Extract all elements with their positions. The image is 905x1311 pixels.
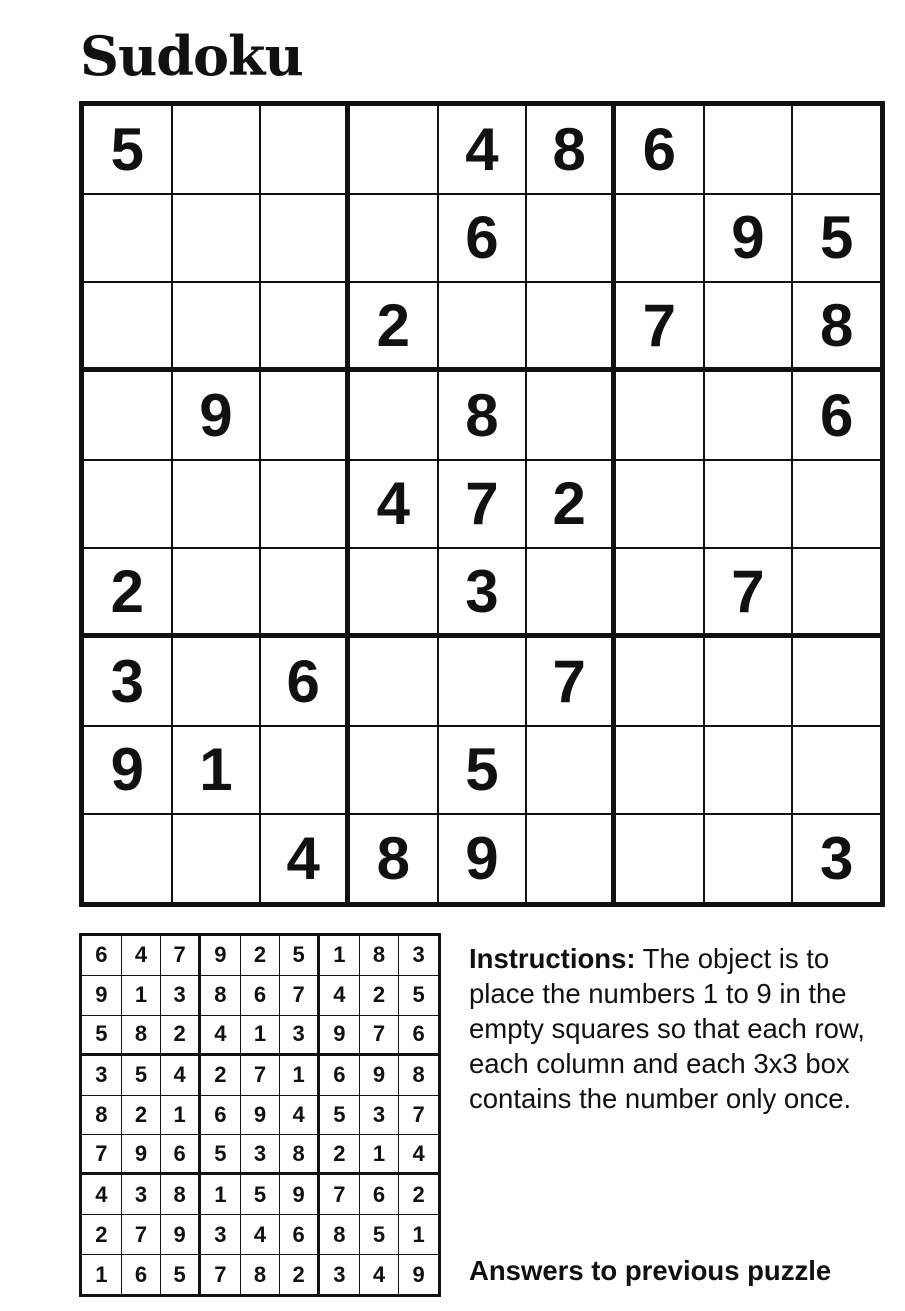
page-title: Sudoku bbox=[80, 24, 303, 88]
puzzle-cell-empty[interactable] bbox=[439, 283, 526, 367]
answer-cell-given: 7 bbox=[241, 1056, 280, 1095]
answer-cell-given: 2 bbox=[399, 1175, 438, 1214]
puzzle-cell-empty[interactable] bbox=[705, 106, 792, 193]
puzzle-cell-empty[interactable] bbox=[439, 638, 526, 725]
puzzle-cell-empty[interactable] bbox=[616, 549, 703, 633]
puzzle-cell-empty[interactable] bbox=[84, 195, 171, 282]
answer-cell-given: 3 bbox=[122, 1175, 161, 1214]
puzzle-cell-empty[interactable] bbox=[793, 106, 880, 193]
answer-cell-given: 8 bbox=[280, 1135, 317, 1172]
answer-cell-given: 4 bbox=[360, 1255, 399, 1294]
puzzle-cell-given: 7 bbox=[439, 461, 526, 548]
puzzle-cell-empty[interactable] bbox=[261, 106, 345, 193]
answer-cell-given: 7 bbox=[201, 1255, 240, 1294]
answer-cell-given: 5 bbox=[122, 1056, 161, 1095]
answer-cell-given: 7 bbox=[360, 1016, 399, 1053]
puzzle-cell-empty[interactable] bbox=[793, 638, 880, 725]
answer-cell-given: 8 bbox=[399, 1056, 438, 1095]
puzzle-cell-empty[interactable] bbox=[527, 283, 611, 367]
answer-cell-given: 1 bbox=[122, 976, 161, 1015]
puzzle-cell-empty[interactable] bbox=[705, 461, 792, 548]
sudoku-puzzle-board bbox=[79, 101, 885, 907]
answer-cell-given: 1 bbox=[399, 1215, 438, 1254]
puzzle-cell-given: 4 bbox=[350, 461, 437, 548]
puzzle-cell-given: 5 bbox=[793, 195, 880, 282]
answer-cell-given: 4 bbox=[161, 1056, 198, 1095]
answer-cell-given: 6 bbox=[399, 1016, 438, 1053]
answer-cell-given: 9 bbox=[399, 1255, 438, 1294]
answer-cell-given: 6 bbox=[82, 936, 121, 975]
answer-cell-given: 6 bbox=[161, 1135, 198, 1172]
puzzle-cell-given: 6 bbox=[439, 195, 526, 282]
answer-cell-given: 4 bbox=[82, 1175, 121, 1214]
puzzle-cell-given: 8 bbox=[350, 815, 437, 902]
answer-cell-given: 2 bbox=[320, 1135, 359, 1172]
answer-cell-given: 2 bbox=[241, 936, 280, 975]
answer-cell-given: 6 bbox=[122, 1255, 161, 1294]
puzzle-cell-empty[interactable] bbox=[616, 195, 703, 282]
puzzle-cell-given: 2 bbox=[350, 283, 437, 367]
answers-grid bbox=[82, 936, 438, 1294]
puzzle-cell-given: 3 bbox=[793, 815, 880, 902]
answer-cell-given: 5 bbox=[201, 1135, 240, 1172]
puzzle-cell-given: 6 bbox=[616, 106, 703, 193]
answer-cell-given: 3 bbox=[82, 1056, 121, 1095]
answer-cell-given: 3 bbox=[360, 1096, 399, 1135]
answer-cell-given: 1 bbox=[201, 1175, 240, 1214]
answer-cell-given: 8 bbox=[201, 976, 240, 1015]
answer-cell-given: 3 bbox=[241, 1135, 280, 1172]
puzzle-cell-empty[interactable] bbox=[261, 549, 345, 633]
puzzle-cell-given: 8 bbox=[527, 106, 611, 193]
puzzle-cell-given: 2 bbox=[84, 549, 171, 633]
puzzle-cell-given: 3 bbox=[84, 638, 171, 725]
answer-cell-given: 4 bbox=[201, 1016, 240, 1053]
answer-cell-given: 4 bbox=[320, 976, 359, 1015]
puzzle-cell-empty[interactable] bbox=[84, 815, 171, 902]
puzzle-cell-empty[interactable] bbox=[173, 461, 260, 548]
puzzle-cell-empty[interactable] bbox=[173, 815, 260, 902]
answer-cell-given: 2 bbox=[280, 1255, 317, 1294]
puzzle-cell-empty[interactable] bbox=[527, 815, 611, 902]
puzzle-cell-empty[interactable] bbox=[261, 461, 345, 548]
puzzle-cell-empty[interactable] bbox=[173, 549, 260, 633]
puzzle-cell-empty[interactable] bbox=[261, 195, 345, 282]
answer-cell-given: 7 bbox=[280, 976, 317, 1015]
answer-cell-given: 2 bbox=[122, 1096, 161, 1135]
puzzle-cell-empty[interactable] bbox=[616, 461, 703, 548]
puzzle-cell-given: 9 bbox=[173, 372, 260, 459]
puzzle-cell-given: 5 bbox=[439, 727, 526, 814]
puzzle-cell-given: 9 bbox=[705, 195, 792, 282]
answer-cell-given: 2 bbox=[360, 976, 399, 1015]
puzzle-cell-empty[interactable] bbox=[261, 727, 345, 814]
answer-cell-given: 8 bbox=[320, 1215, 359, 1254]
answer-cell-given: 5 bbox=[161, 1255, 198, 1294]
puzzle-cell-given: 1 bbox=[173, 727, 260, 814]
answer-cell-given: 7 bbox=[161, 936, 198, 975]
puzzle-cell-empty[interactable] bbox=[616, 638, 703, 725]
answer-cell-given: 7 bbox=[82, 1135, 121, 1172]
answer-cell-given: 5 bbox=[280, 936, 317, 975]
instructions-label: Instructions: bbox=[469, 943, 636, 974]
puzzle-cell-empty[interactable] bbox=[793, 549, 880, 633]
puzzle-cell-given: 9 bbox=[84, 727, 171, 814]
answer-cell-given: 1 bbox=[280, 1056, 317, 1095]
answer-cell-given: 6 bbox=[320, 1056, 359, 1095]
puzzle-cell-empty[interactable] bbox=[616, 372, 703, 459]
puzzle-cell-empty[interactable] bbox=[173, 106, 260, 193]
puzzle-cell-given: 5 bbox=[84, 106, 171, 193]
answer-cell-given: 4 bbox=[280, 1096, 317, 1135]
puzzle-cell-given: 6 bbox=[793, 372, 880, 459]
answer-cell-given: 8 bbox=[241, 1255, 280, 1294]
puzzle-cell-empty[interactable] bbox=[616, 727, 703, 814]
puzzle-cell-empty[interactable] bbox=[84, 461, 171, 548]
puzzle-cell-given: 7 bbox=[705, 549, 792, 633]
puzzle-cell-empty[interactable] bbox=[527, 195, 611, 282]
puzzle-cell-given: 6 bbox=[261, 638, 345, 725]
puzzle-cell-empty[interactable] bbox=[527, 727, 611, 814]
answer-cell-given: 5 bbox=[82, 1016, 121, 1053]
answer-cell-given: 9 bbox=[241, 1096, 280, 1135]
answer-cell-given: 6 bbox=[241, 976, 280, 1015]
puzzle-cell-given: 2 bbox=[527, 461, 611, 548]
puzzle-cell-empty[interactable] bbox=[527, 372, 611, 459]
answers-caption: Answers to previous puzzle bbox=[469, 1255, 832, 1286]
puzzle-cell-given: 8 bbox=[439, 372, 526, 459]
answer-cell-given: 2 bbox=[201, 1056, 240, 1095]
answer-cell-given: 4 bbox=[241, 1215, 280, 1254]
answer-cell-given: 1 bbox=[320, 936, 359, 975]
puzzle-cell-empty[interactable] bbox=[84, 283, 171, 367]
puzzle-cell-empty[interactable] bbox=[173, 283, 260, 367]
puzzle-cell-given: 7 bbox=[527, 638, 611, 725]
puzzle-cell-empty[interactable] bbox=[350, 106, 437, 193]
answer-cell-given: 1 bbox=[161, 1096, 198, 1135]
puzzle-cell-empty[interactable] bbox=[616, 815, 703, 902]
answer-cell-given: 6 bbox=[280, 1215, 317, 1254]
answer-cell-given: 3 bbox=[161, 976, 198, 1015]
answer-cell-given: 5 bbox=[241, 1175, 280, 1214]
answer-cell-given: 5 bbox=[320, 1096, 359, 1135]
puzzle-cell-empty[interactable] bbox=[350, 372, 437, 459]
answer-cell-given: 9 bbox=[320, 1016, 359, 1053]
answer-cell-given: 9 bbox=[161, 1215, 198, 1254]
puzzle-cell-empty[interactable] bbox=[527, 549, 611, 633]
puzzle-cell-empty[interactable] bbox=[793, 461, 880, 548]
answer-cell-given: 1 bbox=[241, 1016, 280, 1053]
answer-cell-given: 2 bbox=[161, 1016, 198, 1053]
answer-cell-given: 3 bbox=[280, 1016, 317, 1053]
puzzle-cell-empty[interactable] bbox=[261, 372, 345, 459]
puzzle-cell-empty[interactable] bbox=[350, 727, 437, 814]
puzzle-cell-empty[interactable] bbox=[705, 727, 792, 814]
answer-cell-given: 4 bbox=[399, 1135, 438, 1172]
puzzle-cell-given: 4 bbox=[261, 815, 345, 902]
puzzle-cell-empty[interactable] bbox=[705, 372, 792, 459]
puzzle-cell-given: 8 bbox=[793, 283, 880, 367]
puzzle-cell-empty[interactable] bbox=[173, 195, 260, 282]
puzzle-cell-empty[interactable] bbox=[705, 638, 792, 725]
puzzle-grid bbox=[84, 106, 880, 902]
answer-cell-given: 2 bbox=[82, 1215, 121, 1254]
puzzle-cell-given: 7 bbox=[616, 283, 703, 367]
puzzle-cell-empty[interactable] bbox=[705, 815, 792, 902]
puzzle-cell-empty[interactable] bbox=[84, 372, 171, 459]
answer-cell-given: 8 bbox=[360, 936, 399, 975]
instructions-body: The object is to place the numbers 1 to 9 in the empty squares so that each row, each column and each 3x3 box contains the number only once. bbox=[469, 943, 865, 1114]
answer-cell-given: 7 bbox=[320, 1175, 359, 1214]
answer-cell-given: 8 bbox=[161, 1175, 198, 1214]
answer-cell-given: 4 bbox=[122, 936, 161, 975]
puzzle-cell-empty[interactable] bbox=[350, 638, 437, 725]
previous-answers-board bbox=[79, 933, 441, 1297]
puzzle-cell-empty[interactable] bbox=[173, 638, 260, 725]
answer-cell-given: 9 bbox=[280, 1175, 317, 1214]
answer-cell-given: 6 bbox=[360, 1175, 399, 1214]
puzzle-cell-given: 4 bbox=[439, 106, 526, 193]
instructions-text bbox=[469, 941, 869, 1116]
answer-cell-given: 8 bbox=[122, 1016, 161, 1053]
puzzle-cell-empty[interactable] bbox=[350, 549, 437, 633]
answer-cell-given: 7 bbox=[122, 1215, 161, 1254]
answer-cell-given: 5 bbox=[399, 976, 438, 1015]
answer-cell-given: 8 bbox=[82, 1096, 121, 1135]
puzzle-cell-empty[interactable] bbox=[705, 283, 792, 367]
answer-cell-given: 9 bbox=[360, 1056, 399, 1095]
answer-cell-given: 1 bbox=[82, 1255, 121, 1294]
puzzle-cell-given: 9 bbox=[439, 815, 526, 902]
answer-cell-given: 1 bbox=[360, 1135, 399, 1172]
answer-cell-given: 9 bbox=[122, 1135, 161, 1172]
answer-cell-given: 9 bbox=[82, 976, 121, 1015]
answer-cell-given: 7 bbox=[399, 1096, 438, 1135]
answer-cell-given: 3 bbox=[399, 936, 438, 975]
answer-cell-given: 3 bbox=[201, 1215, 240, 1254]
puzzle-cell-empty[interactable] bbox=[261, 283, 345, 367]
puzzle-cell-empty[interactable] bbox=[350, 195, 437, 282]
answer-cell-given: 5 bbox=[360, 1215, 399, 1254]
answer-cell-given: 6 bbox=[201, 1096, 240, 1135]
puzzle-cell-given: 3 bbox=[439, 549, 526, 633]
answer-cell-given: 3 bbox=[320, 1255, 359, 1294]
puzzle-cell-empty[interactable] bbox=[793, 727, 880, 814]
answer-cell-given: 9 bbox=[201, 936, 240, 975]
